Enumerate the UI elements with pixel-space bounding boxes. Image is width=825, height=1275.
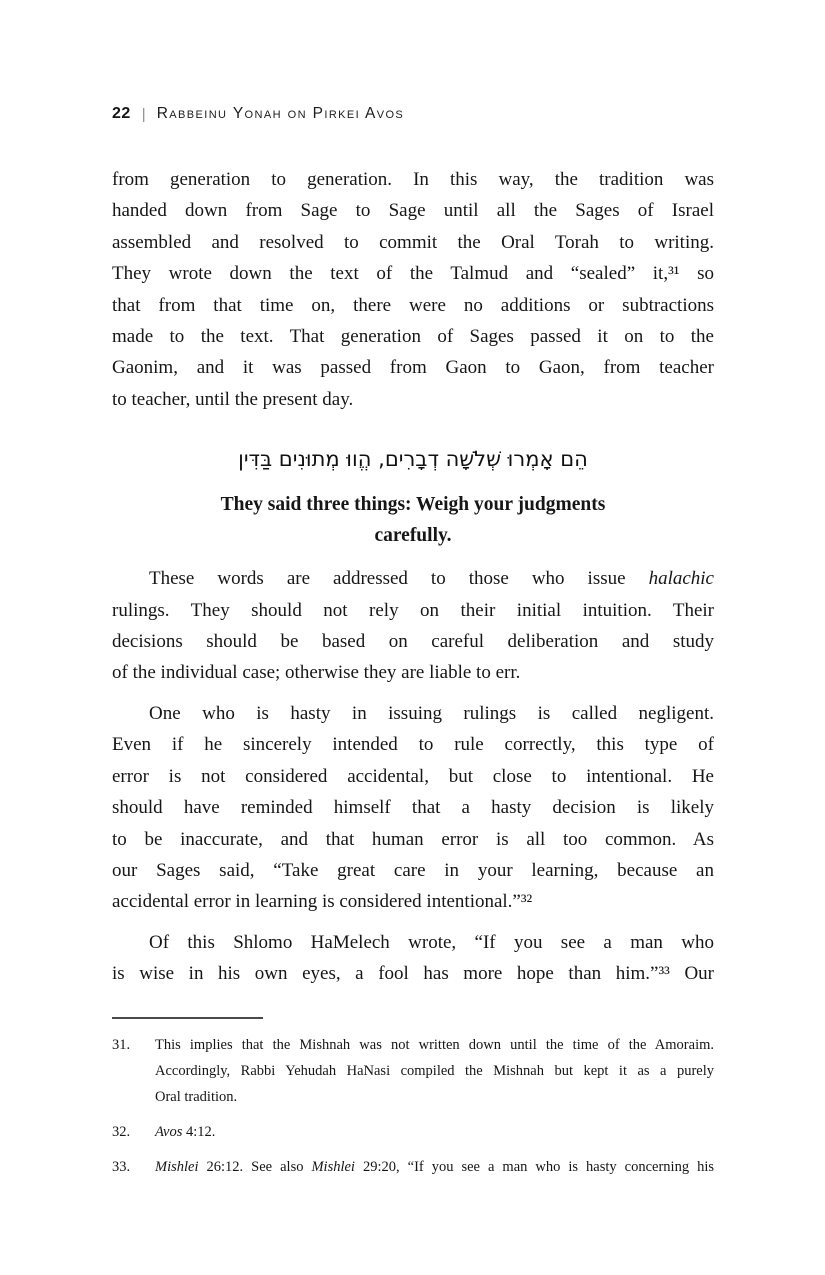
footnote-number: 31. [112,1036,131,1053]
text-line: Gaonim, and it was passed from Gaon to Gaon, from teacher [112,357,714,379]
text-line: This implies that the Mishnah was not written down until the time of the Amoraim. [155,1036,714,1053]
paragraph [112,698,714,918]
footnote-number: 32. [112,1123,131,1140]
footnote-text [155,1119,714,1145]
text-line: Of this Shlomo HaMelech wrote, “If you see a man who [149,931,714,953]
text-line: Even if he sincerely intended to rule correctly, this type of [112,734,714,756]
text-line: that from that time on, there were no additions or subtractions [112,294,714,316]
text-line: One who is hasty in issuing rulings is called negligent. [149,702,714,724]
opening-paragraph [112,164,714,415]
footnote-number: 33. [112,1158,131,1175]
text-line: accidental error in learning is considered intentional.”³² [112,891,533,913]
text-line: is wise in his own eyes, a fool has more hope than him.”³³ Our [112,963,714,985]
footnote [112,1154,714,1180]
text-line: decisions should be based on careful deliberation and study [112,631,714,653]
text-line: of the individual case; otherwise they are liable to err. [112,662,521,684]
page-content [112,104,714,1180]
footnotes-section [112,1032,714,1180]
paragraph [112,927,714,990]
text-line: should have reminded himself that a hasty decision is likely [112,797,714,819]
text-line: Mishlei 26:12. See also Mishlei 29:20, “If you see a man who is hasty concerning his [155,1158,715,1175]
text-line: error is not considered accidental, but close to intentional. He [112,765,714,787]
footnote [112,1032,714,1110]
text-line: assembled and resolved to commit the Oral Torah to writing. [112,231,714,253]
page-number: 22 [112,105,131,122]
text-line: Oral tradition. [155,1088,238,1105]
heading-line: carefully. [374,525,452,547]
heading-line: They said three things: Weigh your judgments [220,494,606,516]
text-line: Accordingly, Rabbi Yehudah HaNasi compiled the Mishnah but kept it as a purely [155,1062,714,1079]
text-line: to teacher, until the present day. [112,388,354,410]
text-line: Avos 4:12. [155,1123,216,1140]
text-line: They wrote down the text of the Talmud and “sealed” it,³¹ so [112,263,714,285]
mishnah-hebrew-quote: הֵם אָמְרוּ שְׁלֹשָׁה דְבָרִים, הֱווּ מְתוּנִים בַּדִּין [238,447,588,472]
book-title: Rabbeinu Yonah on Pirkei Avos [156,105,405,122]
footnote-text [155,1154,714,1180]
footnote [112,1119,714,1145]
commentary-section [112,563,714,989]
running-header [112,104,714,124]
footnote-text [155,1032,714,1110]
header-divider: | [141,105,146,123]
text-line: handed down from Sage to Sage until all the Sages of Israel [112,200,714,222]
paragraph [112,563,714,689]
footnote-separator [112,1017,263,1019]
text-line: made to the text. That generation of Sages passed it on to the [112,326,714,348]
text-line: to be inaccurate, and that human error is all too common. As [112,828,714,850]
text-line: These words are addressed to those who issue halachic [149,568,714,590]
mishnah-translation-heading [112,489,714,551]
text-line: rulings. They should not rely on their initial intuition. Their [112,599,714,621]
text-line: from generation to generation. In this way, the tradition was [112,169,714,190]
text-line: our Sages said, “Take great care in your learning, because an [112,859,714,881]
